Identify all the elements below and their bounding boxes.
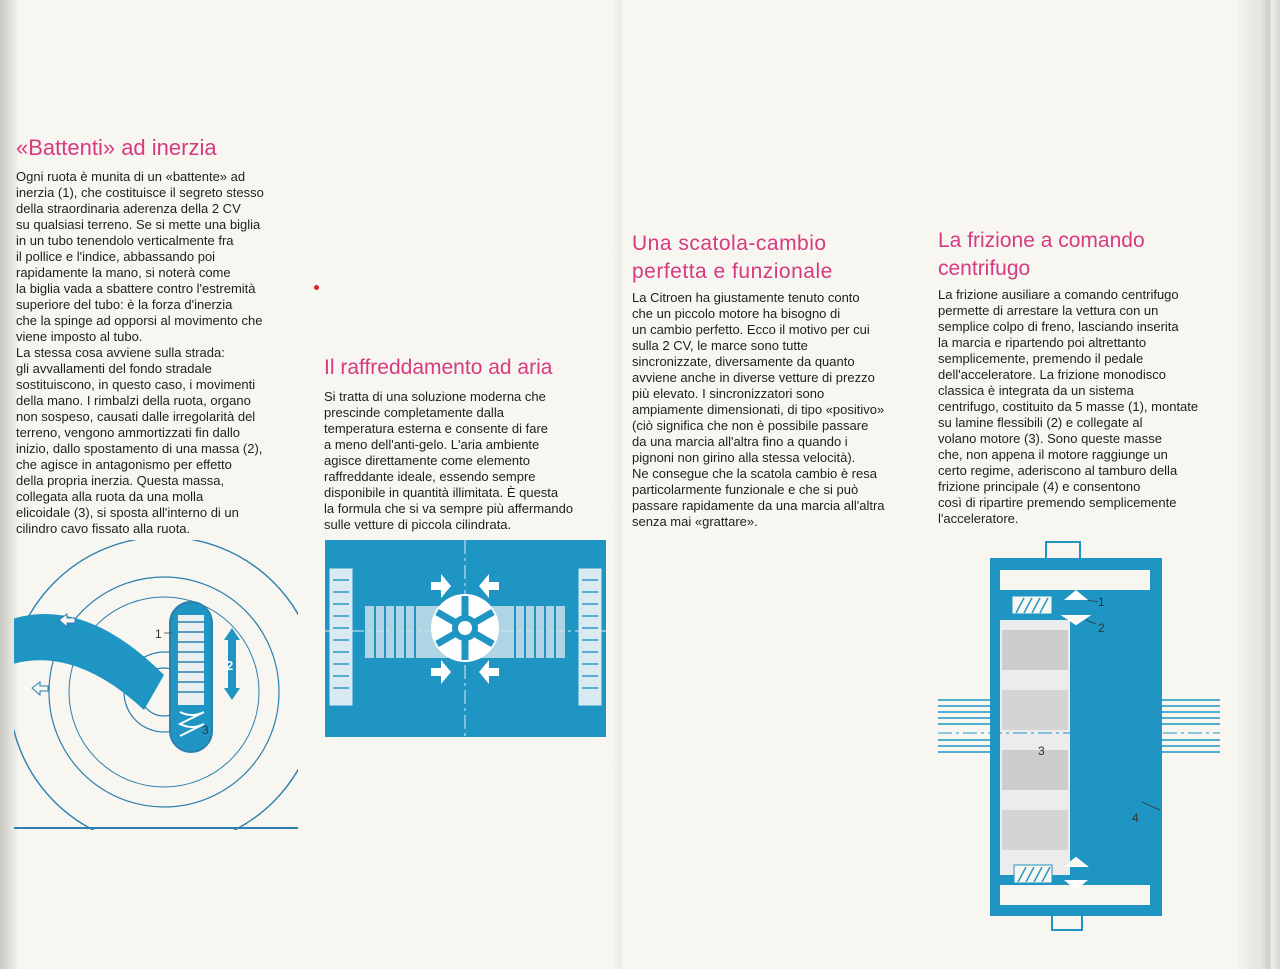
text-line: su qualsiasi terreno. Se si mette una biglia xyxy=(16,217,261,232)
wheel-beater-svg xyxy=(14,540,298,830)
text-line: la marcia e ripartendo poi altrettanto xyxy=(938,335,1147,350)
wheel-beater-diagram xyxy=(14,540,298,830)
wheel-label-1: 1 xyxy=(155,627,162,641)
text-line: che un piccolo motore ha bisogno di xyxy=(632,306,841,321)
text-line: particolarmente funzionale e che si può xyxy=(632,482,859,497)
text-line: collegata alla ruota da una molla xyxy=(16,489,204,504)
text-line: della propria inerzia. Questa massa, xyxy=(16,473,225,488)
frizione-body xyxy=(938,287,1238,527)
raffreddamento-body xyxy=(324,389,614,533)
centrifugal-clutch-diagram xyxy=(938,540,1220,932)
text-line: non sospeso, causati dalle irregolarità del xyxy=(16,409,256,424)
wheel-label-2: 2 xyxy=(226,658,234,673)
text-line: che la spinge ad opporsi al movimento che xyxy=(16,313,263,328)
text-line: agisce direttamente come elemento xyxy=(324,453,530,468)
text-line: superiore del tubo: è la forza d'inerzia xyxy=(16,297,233,312)
text-line: Ne consegue che la scatola cambio è resa xyxy=(632,466,877,481)
text-line: sulla 2 CV, le marce sono tutte xyxy=(632,338,808,353)
text-line: elicoidale (3), si sposta all'interno di un xyxy=(16,505,239,520)
clutch-label-4: 4 xyxy=(1132,811,1139,825)
text-line: che agisce in antagonismo per effetto xyxy=(16,457,232,472)
suspension-arm xyxy=(14,614,164,710)
scatola-cambio-heading-line-1: Una scatola-cambio xyxy=(632,232,827,255)
text-line: la biglia vada a sbattere contro l'estremità xyxy=(16,281,256,296)
text-line: a meno dell'anti-gelo. L'aria ambiente xyxy=(324,437,540,452)
text-line: centrifugo, costituito da 5 masse (1), montate xyxy=(938,399,1199,414)
print-mark xyxy=(314,285,319,290)
text-line: (ciò significa che non è possibile passare xyxy=(632,418,869,433)
text-line: prescinde completamente dalla xyxy=(324,405,504,420)
text-line: passare rapidamente da una marcia all'altra xyxy=(632,498,885,513)
text-line: cilindro cavo fissato alla ruota. xyxy=(16,521,191,536)
text-line: più elevato. I sincronizzatori sono xyxy=(632,386,825,401)
center-fold xyxy=(614,0,624,969)
text-line: inizio, dallo spostamento di una massa (2), xyxy=(16,441,263,456)
text-line: sostituiscono, in questo caso, i movimenti xyxy=(16,377,256,392)
battenti-heading: «Battenti» ad inerzia xyxy=(16,135,217,160)
page-edge xyxy=(1238,0,1280,969)
text-line: da una marcia all'altra fino a quando i xyxy=(632,434,848,449)
text-line: senza mai «grattare». xyxy=(632,514,758,529)
text-line: ampiamente dimensionati, di tipo «positivo» xyxy=(632,402,885,417)
frizione-heading-line-2: centrifugo xyxy=(938,257,1031,280)
text-line: della mano. I rimbalzi della ruota, organo xyxy=(16,393,251,408)
text-line: rapidamente la mano, si noterà come xyxy=(16,265,231,280)
text-line: disponibile in quantità illimitata. È questa xyxy=(324,485,559,500)
text-line: la formula che si va sempre più affermando xyxy=(324,501,574,516)
text-line: inerzia (1), che costituisce il segreto stesso xyxy=(16,185,264,200)
clutch-label-2: 2 xyxy=(1098,621,1105,635)
down-arrow-icon xyxy=(224,688,240,700)
text-line: così di ripartire premendo semplicemente xyxy=(938,495,1177,510)
clutch-label-3: 3 xyxy=(1038,744,1045,758)
text-line: terreno, vengono ammortizzati fin dallo xyxy=(16,425,241,440)
text-line: viene imposto al tubo. xyxy=(16,329,143,344)
text-line: in un tubo tenendolo verticalmente fra xyxy=(16,233,234,248)
text-line: gli avvallamenti del fondo stradale xyxy=(16,361,212,376)
clutch-label-1: 1 xyxy=(1098,595,1105,609)
text-line: un cambio perfetto. Ecco il motivo per cui xyxy=(632,322,870,337)
wheel-label-3: 3 xyxy=(202,723,209,737)
text-line: temperatura esterna e consente di fare xyxy=(324,421,549,436)
air-cooling-diagram xyxy=(325,540,606,737)
text-line: su lamine flessibili (2) e collegate al xyxy=(938,415,1143,430)
text-line: raffreddante ideale, essendo sempre xyxy=(324,469,536,484)
wheel-arrow-icon-2 xyxy=(32,682,48,695)
battenti-body xyxy=(16,169,311,537)
text-line: Ogni ruota è munita di un «battente» ad xyxy=(16,169,246,184)
text-line: sincronizzate, diversamente da quanto xyxy=(632,354,855,369)
text-line: semplice colpo di freno, lasciando inserita xyxy=(938,319,1179,334)
scatola-cambio-heading xyxy=(632,230,833,286)
text-line: La frizione ausiliare a comando centrifugo xyxy=(938,287,1179,302)
text-line: avviene anche in diverse vetture di prezzo xyxy=(632,370,875,385)
text-line: Si tratta di una soluzione moderna che xyxy=(324,389,546,404)
text-line: La Citroen ha giustamente tenuto conto xyxy=(632,290,860,305)
up-arrow-icon xyxy=(224,628,240,640)
text-line: volano motore (3). Sono queste masse xyxy=(938,431,1163,446)
scatola-cambio-body xyxy=(632,290,927,530)
text-line: certo regime, aderiscono al tamburo della xyxy=(938,463,1178,478)
text-line: che, non appena il motore raggiunge un xyxy=(938,447,1168,462)
clutch-svg xyxy=(938,540,1220,932)
text-line: il pollice e l'indice, abbassando poi xyxy=(16,249,216,264)
frizione-heading-line-1: La frizione a comando xyxy=(938,229,1145,252)
frizione-heading xyxy=(938,227,1145,283)
text-line: l'acceleratore. xyxy=(938,511,1019,526)
raffreddamento-heading: Il raffreddamento ad aria xyxy=(324,356,553,379)
text-line: classica è integrata da un sistema xyxy=(938,383,1134,398)
text-line: semplicemente, premendo il pedale xyxy=(938,351,1144,366)
text-line: dell'acceleratore. La frizione monodisco xyxy=(938,367,1166,382)
text-line: La stessa cosa avviene sulla strada: xyxy=(16,345,225,360)
text-line: della straordinaria aderenza della 2 CV xyxy=(16,201,241,216)
text-line: permette di arrestare la vettura con un xyxy=(938,303,1159,318)
scatola-cambio-heading-line-2: perfetta e funzionale xyxy=(632,260,833,283)
text-line: frizione principale (4) e consentono xyxy=(938,479,1141,494)
air-cooling-svg xyxy=(325,540,606,737)
text-line: pignoni non girino alla stessa velocità). xyxy=(632,450,856,465)
text-line: sulle vetture di piccola cilindrata. xyxy=(324,517,512,532)
